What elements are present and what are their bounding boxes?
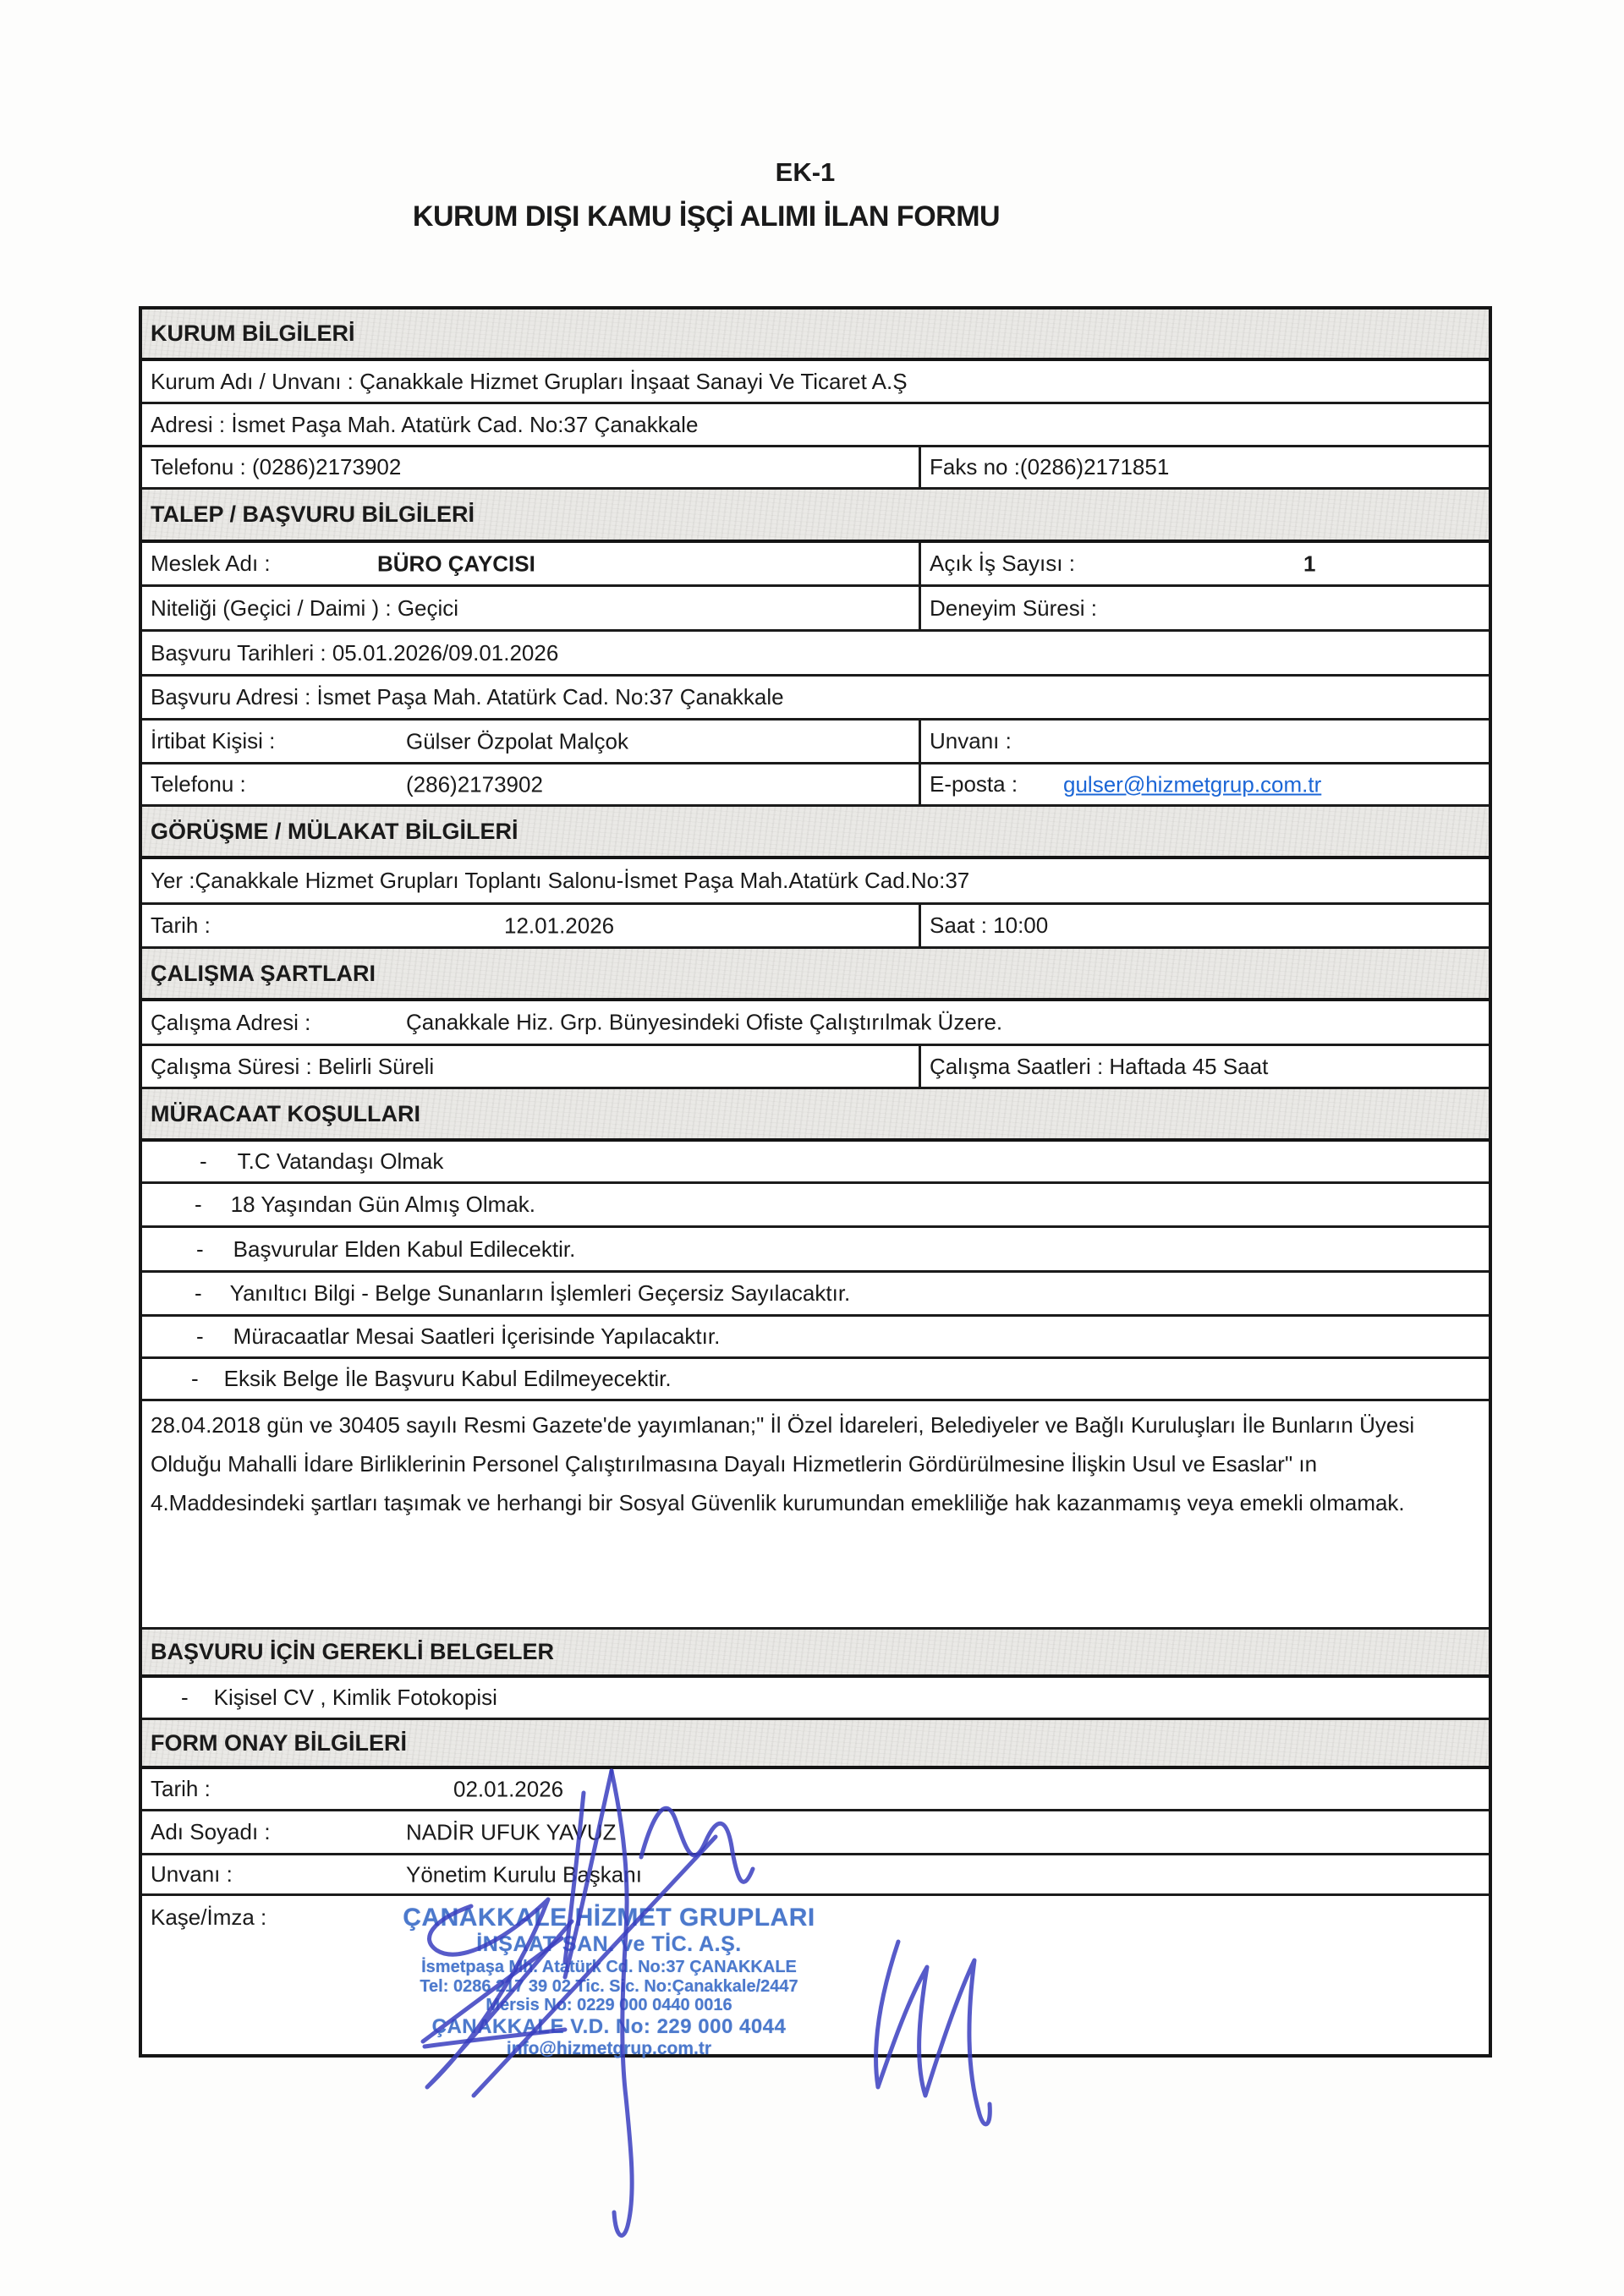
stamp-email: info@hizmetgrup.com.tr	[506, 2039, 712, 2058]
onay-unvan-value: Yönetim Kurulu Başkanı	[406, 1861, 642, 1887]
eposta-label: E-posta :	[930, 771, 1018, 797]
calisma-adres-label: Çalışma Adresi :	[151, 1009, 311, 1035]
yer-text: Yer :Çanakkale Hizmet Grupları Toplantı Salonu-İsmet Paşa Mah.Atatürk Cad.No:37	[151, 868, 970, 893]
cell-telefonu2	[142, 764, 921, 804]
cell-telefonu	[142, 447, 921, 487]
row-yer	[142, 859, 1489, 905]
row-calisma-adresi	[142, 1001, 1489, 1046]
cell-calisma-suresi	[142, 1046, 921, 1087]
row-meslek-acikis	[142, 543, 1489, 587]
adresi-text: Adresi : İsmet Paşa Mah. Atatürk Cad. No:37 Çanakkale	[151, 411, 699, 437]
telefonu2-label: Telefonu :	[151, 771, 246, 797]
cell-irtibat	[142, 721, 921, 762]
meslek-label: Meslek Adı :	[151, 551, 271, 576]
section-header-talep-basvuru	[142, 490, 1489, 543]
bullet-dash: -	[195, 1280, 202, 1306]
row-tarih-saat	[142, 905, 1489, 949]
calisma-saatleri-text: Çalışma Saatleri : Haftada 45 Saat	[930, 1053, 1269, 1079]
muracaat-item-text: Müracaatlar Mesai Saatleri İçerisinde Yapılacaktır.	[233, 1323, 721, 1349]
section-header-gorusme-mulakat	[142, 807, 1489, 859]
row-belge-item	[142, 1678, 1489, 1720]
section-title: MÜRACAAT KOŞULLARI	[151, 1100, 420, 1126]
section-title: BAŞVURU İÇİN GEREKLİ BELGELER	[151, 1639, 555, 1664]
row-adi-soyadi	[142, 1811, 1489, 1855]
cell-deneyim	[921, 587, 1489, 629]
muracaat-item-row	[142, 1273, 1489, 1317]
bullet-dash: -	[196, 1236, 204, 1262]
acik-is-label: Açık İş Sayısı :	[930, 551, 1075, 576]
onay-unvan-label: Unvanı :	[151, 1861, 233, 1887]
section-header-calisma-sartlari	[142, 949, 1489, 1001]
onay-tarih-label: Tarih :	[151, 1776, 211, 1801]
cell-acik-is	[921, 543, 1489, 584]
muracaat-item-row	[142, 1359, 1489, 1401]
kase-imza-label: Kaşe/İmza :	[151, 1904, 267, 1930]
section-title: ÇALIŞMA ŞARTLARI	[151, 960, 376, 986]
row-irtibat-unvan	[142, 721, 1489, 764]
bullet-dash: -	[195, 1192, 202, 1217]
section-title: FORM ONAY BİLGİLERİ	[151, 1729, 408, 1756]
adi-soyadi-label: Adı Soyadı :	[151, 1819, 271, 1844]
stamp-company-type: İNŞAAT SAN. ve TİC. A.Ş.	[476, 1932, 742, 1956]
cell-saat	[921, 905, 1489, 946]
muracaat-item-row	[142, 1228, 1489, 1273]
muracaat-item-row	[142, 1317, 1489, 1359]
cell-calisma-saatleri	[921, 1046, 1489, 1087]
muracaat-item-row	[142, 1184, 1489, 1228]
bullet-dash: -	[196, 1323, 204, 1349]
muracaat-item-text: Eksik Belge İle Başvuru Kabul Edilmeyecektir.	[223, 1366, 672, 1391]
row-telefon-faks	[142, 447, 1489, 490]
calisma-suresi-text: Çalışma Süresi : Belirli Süreli	[151, 1053, 435, 1079]
muracaat-item-text: Yanıltıcı Bilgi - Belge Sunanların İşlemleri Geçersiz Sayılacaktır.	[229, 1280, 851, 1306]
section-header-form-onay	[142, 1720, 1489, 1769]
form-table	[139, 306, 1492, 2058]
row-onay-unvan	[142, 1855, 1489, 1896]
bullet-dash: -	[200, 1148, 207, 1174]
onay-tarih-value: 02.01.2026	[453, 1776, 564, 1801]
cell-meslek	[142, 543, 921, 584]
row-sure-saatler	[142, 1046, 1489, 1089]
muracaat-item-row	[142, 1142, 1489, 1184]
saat-text: Saat : 10:00	[930, 912, 1049, 938]
stamp-mersis: Mersis No: 0229 000 0440 0016	[486, 1996, 732, 2014]
irtibat-label: İrtibat Kişisi :	[151, 728, 276, 753]
stamp-tel-sicil: Tel: 0286 217 39 02 Tic. Sic. No:Çanakkale/2447	[420, 1977, 798, 1996]
mevzuat-paragraf-text: 28.04.2018 gün ve 30405 sayılı Resmi Gazete'de yayımlanan;" İl Özel İdareleri, Belediyeler ve Bağlı Kuruluşları İle Bunların Üyesi Olduğu Mahalli İdare Birliklerinin Personel Çalıştırılmasına Dayalı Hizmetlerin Gördürülmesine İlişkin Usul ve Esaslar" ın 4.Maddesindeki şartları taşımak ve herhangi bir Sosyal Güvenlik kurumundan emekliliğe hak kazanmamış veya emekli olmamak.	[151, 1412, 1415, 1515]
section-header-muracaat-kosullari	[142, 1089, 1489, 1142]
section-title: GÖRÜŞME / MÜLAKAT BİLGİLERİ	[151, 818, 518, 844]
faks-text: Faks no :(0286)2171851	[930, 454, 1170, 479]
row-adresi	[142, 404, 1489, 447]
bullet-dash: -	[181, 1685, 189, 1710]
section-title: KURUM BİLGİLERİ	[151, 321, 355, 346]
belge-item-text: Kişisel CV , Kimlik Fotokopisi	[213, 1685, 497, 1710]
row-kurum-adi	[142, 361, 1489, 404]
row-onay-tarih	[142, 1769, 1489, 1811]
niteligi-text: Niteliği (Geçici / Daimi ) : Geçici	[151, 595, 459, 621]
deneyim-text: Deneyim Süresi :	[930, 595, 1097, 621]
gorusme-tarih-label: Tarih :	[151, 912, 211, 938]
row-telefon-eposta	[142, 764, 1489, 807]
section-header-kurum-bilgileri	[142, 310, 1489, 361]
page-title: KURUM DIŞI KAMU İŞÇİ ALIMI İLAN FORMU	[412, 200, 1001, 233]
unvani-text: Unvanı :	[930, 728, 1012, 753]
muracaat-item-text: Başvurular Elden Kabul Edilecektir.	[233, 1236, 576, 1262]
stamp-vergi-no: ÇANAKKALE V.D. No: 229 000 4044	[431, 2015, 787, 2038]
row-kase-imza	[142, 1896, 1489, 2054]
annex-label: EK-1	[775, 157, 836, 187]
stamp-address: İsmetpaşa Mh. Atatürk Cd. No:37 ÇANAKKALE	[421, 1958, 797, 1976]
eposta-link[interactable]: gulser@hizmetgrup.com.tr	[1063, 771, 1322, 797]
irtibat-value: Gülser Özpolat Malçok	[406, 728, 628, 753]
row-basvuru-tarihleri	[142, 632, 1489, 677]
stamp-company-name: ÇANAKKALE HİZMET GRUPLARI	[403, 1904, 815, 1932]
basvuru-tarihleri-text: Başvuru Tarihleri : 05.01.2026/09.01.2026	[151, 639, 559, 666]
cell-faks	[921, 447, 1489, 487]
row-niteligi-deneyim	[142, 587, 1489, 632]
row-mevzuat-paragraf	[142, 1401, 1489, 1630]
muracaat-item-text: T.C Vatandaşı Olmak	[237, 1148, 444, 1174]
calisma-adres-value: Çanakkale Hiz. Grp. Bünyesindeki Ofiste Çalıştırılmak Üzere.	[406, 1009, 1003, 1035]
cell-gorusme-tarih	[142, 905, 921, 946]
bullet-dash: -	[191, 1366, 199, 1391]
section-header-gerekli-belgeler	[142, 1630, 1489, 1678]
cell-niteligi	[142, 587, 921, 629]
telefonu-text: Telefonu : (0286)2173902	[151, 454, 402, 479]
section-title: TALEP / BAŞVURU BİLGİLERİ	[151, 501, 475, 527]
adi-soyadi-value: NADİR UFUK YAVUZ	[406, 1819, 617, 1844]
cell-eposta	[921, 764, 1489, 804]
row-basvuru-adresi	[142, 677, 1489, 721]
acik-is-value: 1	[1303, 551, 1316, 576]
kurum-adi-text: Kurum Adı / Unvanı : Çanakkale Hizmet Grupları İnşaat Sanayi Ve Ticaret A.Ş	[151, 368, 908, 394]
basvuru-adresi-text: Başvuru Adresi : İsmet Paşa Mah. Atatürk Cad. No:37 Çanakkale	[151, 684, 784, 710]
meslek-value: BÜRO ÇAYCISI	[377, 551, 535, 576]
gorusme-tarih-value: 12.01.2026	[504, 912, 615, 938]
telefonu2-value: (286)2173902	[406, 771, 543, 797]
cell-unvani	[921, 721, 1489, 762]
muracaat-item-text: 18 Yaşından Gün Almış Olmak.	[230, 1192, 536, 1217]
